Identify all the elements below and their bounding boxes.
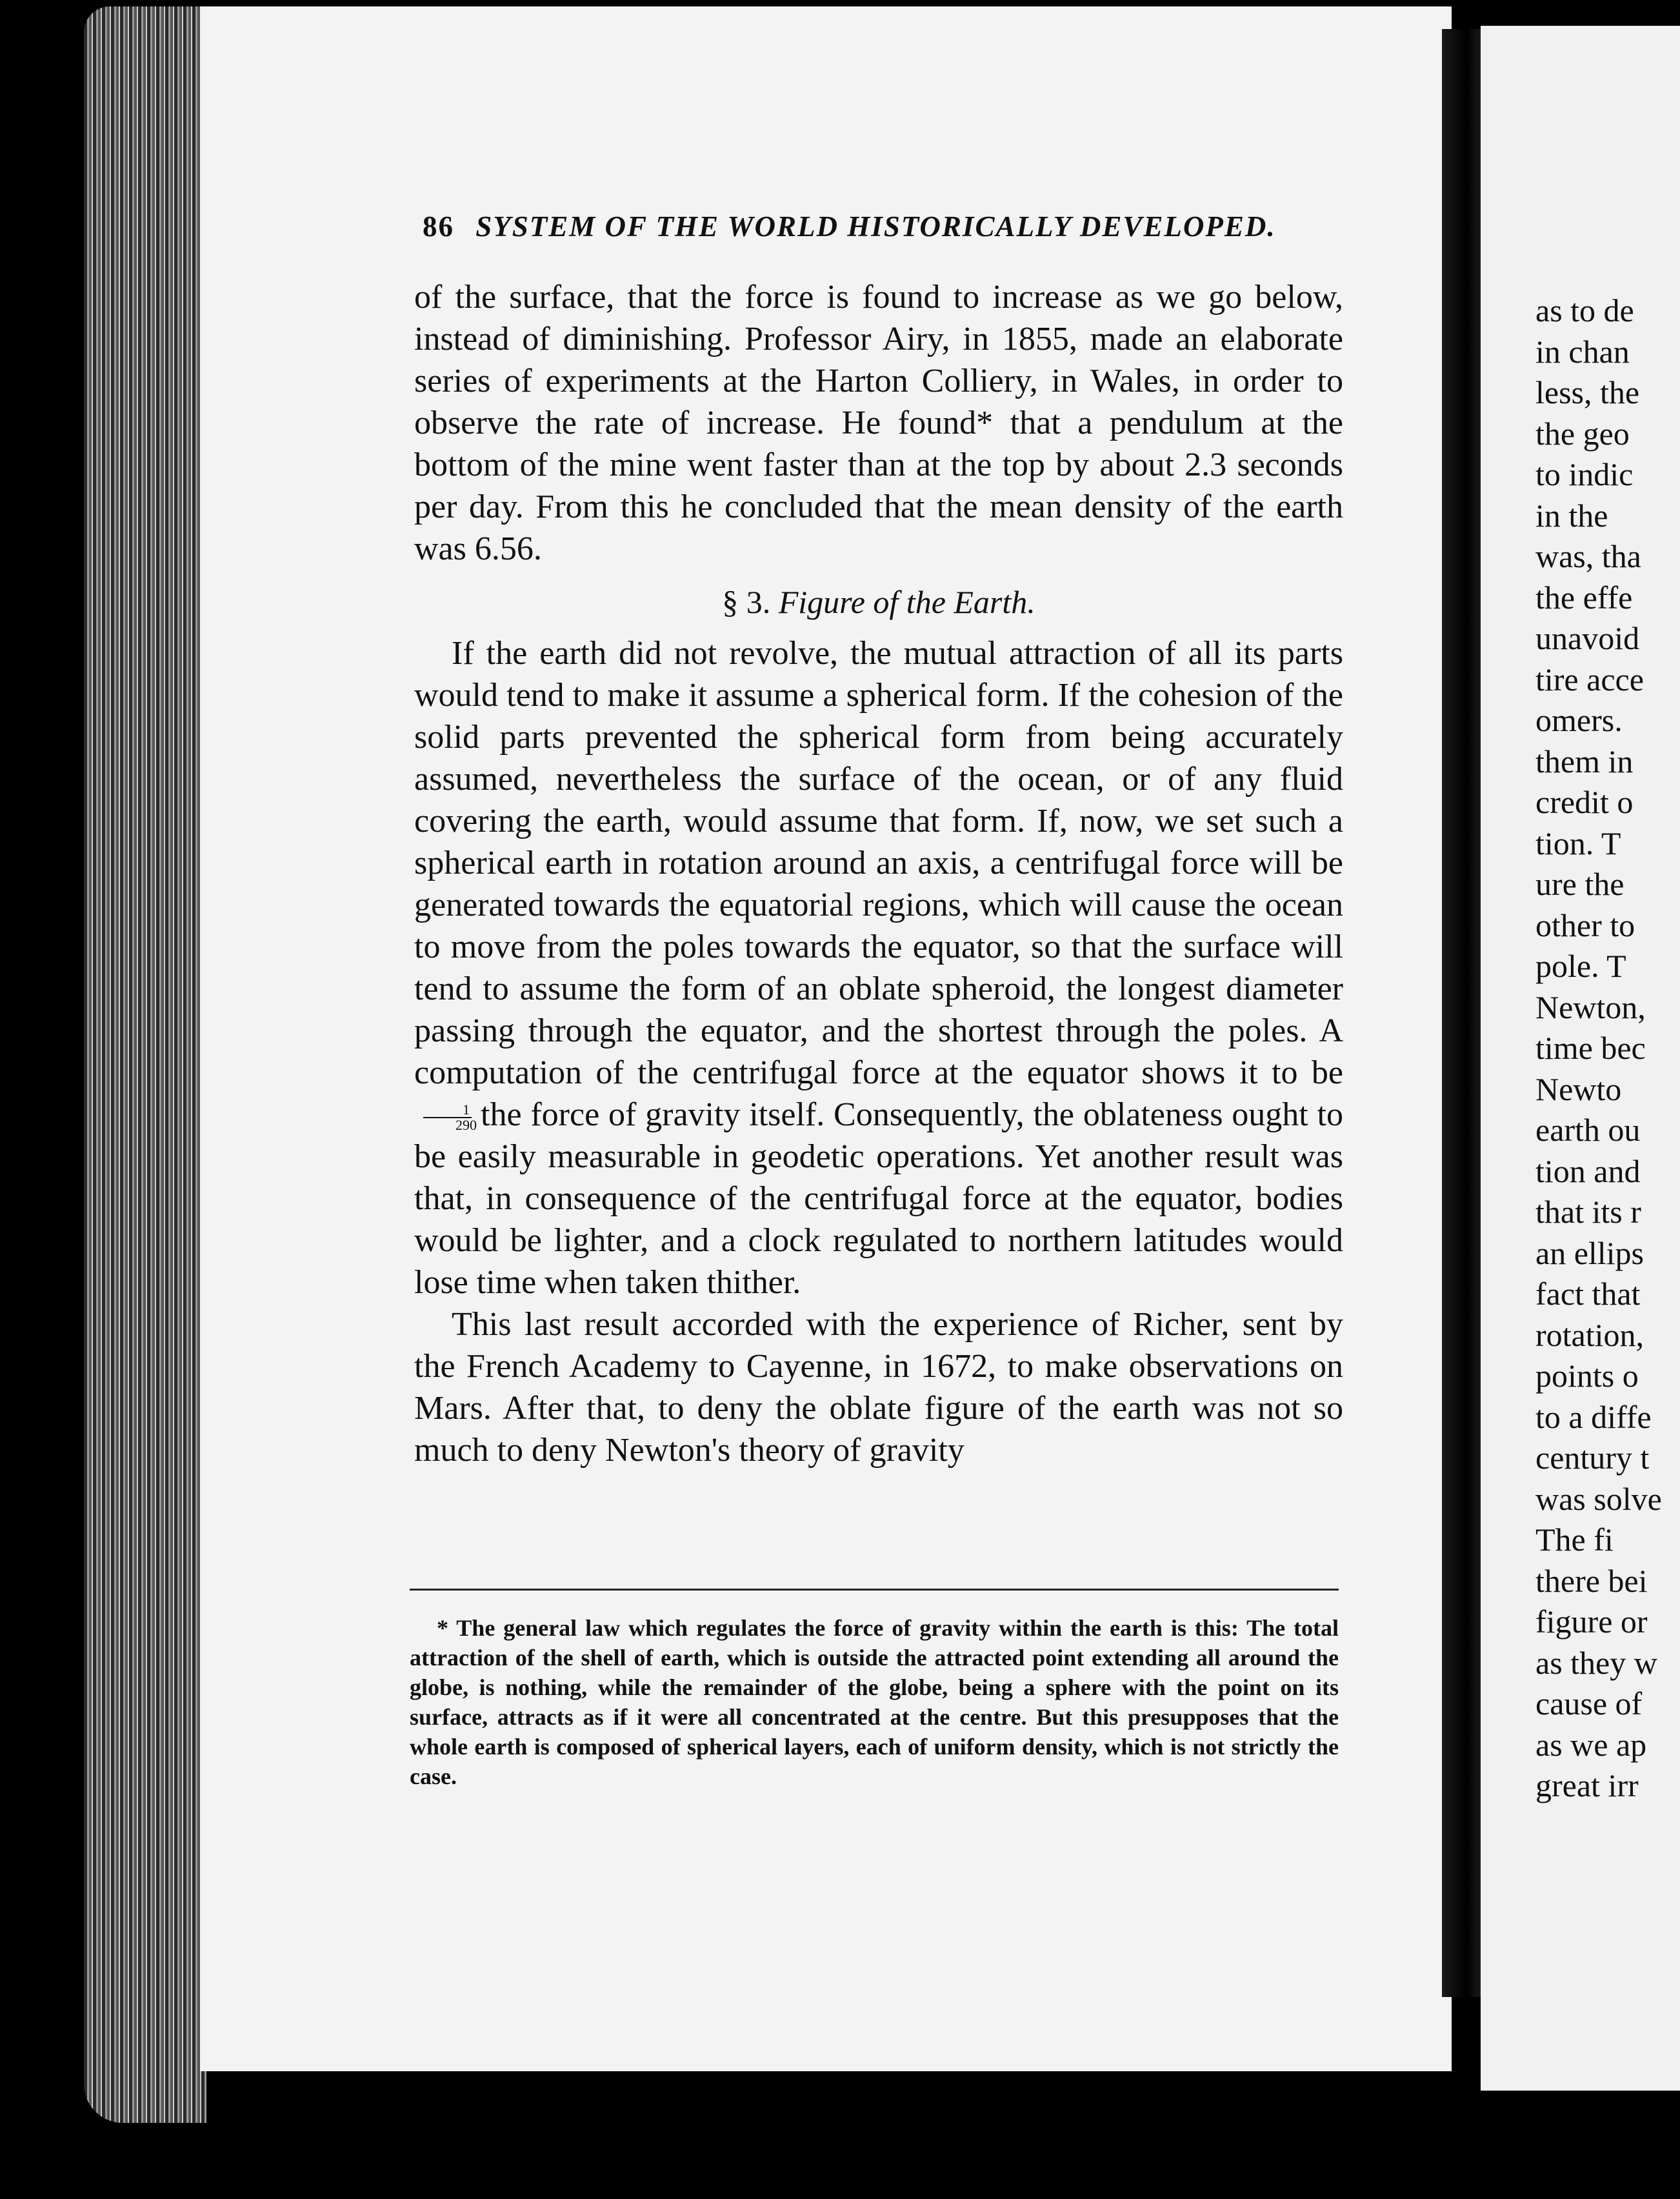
footnote-rule xyxy=(410,1589,1339,1591)
right-page-line: that its r xyxy=(1535,1194,1641,1230)
right-page-line: tion and xyxy=(1535,1152,1641,1189)
right-page-line: ure the xyxy=(1535,866,1625,902)
section-title: Figure of the Earth. xyxy=(778,584,1035,620)
footnote xyxy=(410,1613,1339,1791)
page-number: 86 xyxy=(423,210,454,243)
paragraph: This last result accorded with the experience of Richer, sent by the French Academy to Cayenne, in 1672, to make observations on Mars. After that, to deny the oblate figure of the earth was not so much to deny Newton's theory of gravity xyxy=(414,1306,1343,1469)
right-page-line: time bec xyxy=(1535,1030,1646,1066)
footnote-text: The general law which regulates the force of gravity within the earth is this: The total attraction of the shell of earth, which is outside the attracted point extending all around the globe, is nothing, while the remainder of the globe, being a sphere with the point on its surface, attracts as if it were all concentrated at the centre. But this presupposes that the whole earth is composed of spherical layers, each of uniform density, which is not strictly the case. xyxy=(410,1615,1339,1789)
right-page-line: as to de xyxy=(1535,292,1634,328)
paragraph-continued: of the surface, that the force is found to increase as we go below, instead of diminishing. Professor Airy, in 1855, made an elaborate series of experiments at the Harton Colliery, in Wales, in order to observe the rate of increase. He found* that a pendulum at the bottom of the mine went faster than at the top by about 2.3 seconds per day. From this he concluded that the mean density of the earth was 6.56. xyxy=(414,279,1343,567)
right-page-line: credit o xyxy=(1535,784,1634,820)
right-page xyxy=(1481,26,1680,2091)
right-page-line: as they w xyxy=(1535,1644,1657,1681)
fraction xyxy=(418,1103,477,1132)
right-page-line: figure or xyxy=(1535,1603,1648,1640)
right-page-line: points o xyxy=(1535,1358,1639,1394)
running-header xyxy=(423,210,1339,243)
right-page-line: them in xyxy=(1535,743,1634,779)
right-page-line: fact that xyxy=(1535,1276,1641,1312)
paragraph-text: If the earth did not revolve, the mutual attraction of all its parts would tend to make it assume a spherical form. If the cohesion of the solid parts prevented the spherical form from being accurately assumed, nevertheless the surface of the ocean, or of any fluid covering the earth, would assume that form. If, now, we set such a spherical earth in rotation around an axis, a centrifugal force will be generated towards the equatorial regions, which will cause the ocean to move from the poles towards the equator, so that the surface will tend to assume the form of an oblate spheroid, the longest diameter passing through the equator, and the shortest through the poles. A computation of the centrifugal force at the equator shows it to be xyxy=(414,635,1343,1091)
right-page-line: earth ou xyxy=(1535,1112,1641,1148)
right-page-line: was, tha xyxy=(1535,538,1641,574)
paragraph xyxy=(414,632,1343,1303)
fraction-denominator: 290 xyxy=(455,1117,477,1134)
right-page-line: century t xyxy=(1535,1440,1650,1476)
right-page-line: the geo xyxy=(1535,415,1630,452)
right-page-line: tion. T xyxy=(1535,825,1621,861)
right-page-line: great irr xyxy=(1535,1767,1639,1803)
main-text xyxy=(414,276,1343,1471)
paragraph-text-continued: the force of gravity itself. Consequently, the oblateness ought to be easily measurable in geodetic operations. Yet another result was that, in consequence of the centrifugal force at the equator, bodies would be lighter, and a clock regulated to northern latitudes would lose time when taken thither. xyxy=(414,1096,1343,1301)
right-page-line: as we ap xyxy=(1535,1726,1647,1763)
page-edges xyxy=(84,6,206,2123)
right-page-line: unavoid xyxy=(1535,620,1640,656)
right-page-line: other to xyxy=(1535,907,1635,943)
right-page-line: pole. T xyxy=(1535,948,1626,984)
right-page-line: in the xyxy=(1535,497,1608,534)
right-page-line: The fi xyxy=(1535,1521,1614,1558)
right-page-line: rotation, xyxy=(1535,1316,1645,1353)
right-page-text xyxy=(1535,290,1680,1807)
book-gutter xyxy=(1442,29,1484,1997)
right-page-line: there bei xyxy=(1535,1562,1648,1599)
section-number: § 3. xyxy=(722,584,771,620)
right-page-line: to indic xyxy=(1535,456,1634,492)
right-page-line: to a diffe xyxy=(1535,1398,1652,1435)
right-page-line: the effe xyxy=(1535,579,1633,616)
right-page-line: an ellips xyxy=(1535,1234,1645,1271)
right-page-line: cause of xyxy=(1535,1685,1643,1722)
fraction-numerator: 1 xyxy=(423,1103,472,1118)
right-page-line: tire acce xyxy=(1535,661,1644,698)
right-page-line: Newton, xyxy=(1535,989,1646,1025)
running-title: SYSTEM OF THE WORLD HISTORICALLY DEVELOPED. xyxy=(475,210,1276,243)
section-heading xyxy=(414,581,1343,623)
right-page-line: in chan xyxy=(1535,333,1630,370)
right-page-line: less, the xyxy=(1535,374,1640,410)
footnote-marker: * xyxy=(437,1615,448,1641)
right-page-line: omers. xyxy=(1535,702,1623,738)
right-page-line: Newto xyxy=(1535,1070,1622,1107)
right-page-line: was solve xyxy=(1535,1480,1662,1517)
